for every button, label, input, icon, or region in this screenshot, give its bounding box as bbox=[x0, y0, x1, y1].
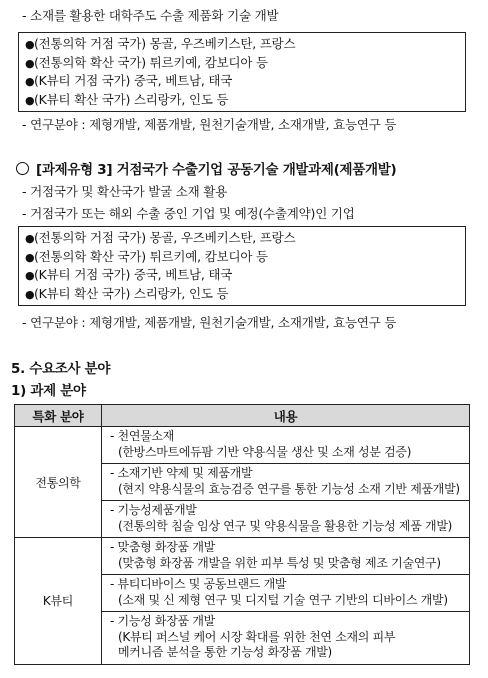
field-cell: K뷰티 bbox=[15, 538, 102, 665]
header-content: 내용 bbox=[102, 405, 470, 427]
bullet-icon: ● bbox=[25, 38, 35, 51]
item-desc: (K뷰티 퍼스널 케어 시장 확대를 위한 천연 소재의 피부 bbox=[118, 629, 396, 644]
item-cell bbox=[102, 538, 470, 575]
country-row: ●(K뷰티 거점 국가) 중국, 베트남, 태국 bbox=[25, 72, 465, 91]
table-row bbox=[15, 427, 470, 464]
item-desc: (전통의학 침술 임상 연구 및 약용식물을 활용한 기능성 제품 개발) bbox=[118, 518, 452, 533]
bullet-icon: ● bbox=[25, 75, 35, 88]
research-field-1: - 연구분야 : 제형개발, 제품개발, 원천기술개발, 소재개발, 효능연구 등 bbox=[22, 117, 397, 132]
bullet-icon: ● bbox=[25, 269, 35, 282]
item-title: - 뷰티디바이스 및 공동브랜드 개발 bbox=[110, 577, 287, 591]
item-title: - 기능성제품개발 bbox=[110, 503, 197, 517]
type3-line: - 거점국가 및 확산국가 발굴 소재 활용 bbox=[22, 184, 228, 199]
item-cell bbox=[102, 575, 470, 612]
item-cell bbox=[102, 464, 470, 501]
item-cell bbox=[102, 612, 470, 665]
country-row: ●(K뷰티 확산 국가) 스리랑카, 인도 등 bbox=[25, 91, 465, 110]
top-line: - 소재를 활용한 대학주도 수출 제품화 기술 개발 bbox=[22, 8, 279, 23]
item-cell bbox=[102, 427, 470, 464]
bullet-icon: ● bbox=[25, 93, 35, 107]
table-header-row bbox=[15, 405, 470, 427]
country-row: ●(전통의학 확산 국가) 튀르키예, 캄보디아 등 bbox=[25, 248, 465, 267]
country-row: ●(전통의학 확산 국가) 튀르키예, 캄보디아 등 bbox=[25, 54, 465, 73]
bullet-icon: ● bbox=[25, 56, 35, 70]
item-desc: (현지 약용식물의 효능검증 연구를 통한 기능성 소재 기반 제품개발) bbox=[118, 481, 460, 496]
item-desc: 메커니즘 분석을 통한 기능성 화장품 개발) bbox=[118, 645, 332, 659]
country-row: ●(전통의학 거점 국가) 몽골, 우즈베키스탄, 프랑스 bbox=[25, 229, 465, 248]
item-desc: (소재 및 신 제형 연구 및 디지털 기술 연구 기반의 디바이스 개발) bbox=[118, 592, 448, 607]
item-title: - 기능성 화장품 개발 bbox=[110, 614, 215, 628]
country-box-2 bbox=[18, 226, 466, 306]
country-row: ●(K뷰티 확산 국가) 스리랑카, 인도 등 bbox=[25, 285, 465, 304]
field-cell: 전통의학 bbox=[15, 427, 102, 538]
section-5-1-title: 1) 과제 분야 bbox=[11, 383, 86, 399]
item-desc: (한방스마트에듀팜 기반 약용식물 생산 및 소재 성분 검증) bbox=[118, 444, 412, 459]
country-row: ●(K뷰티 거점 국가) 중국, 베트남, 태국 bbox=[25, 266, 465, 285]
research-field-2: - 연구분야 : 제형개발, 제품개발, 원천기술개발, 소재개발, 효능연구 등 bbox=[22, 315, 397, 330]
item-title: - 천연물소재 bbox=[110, 429, 175, 443]
header-field: 특화 분야 bbox=[15, 405, 102, 427]
item-title: - 맞춤형 화장품 개발 bbox=[110, 540, 215, 554]
bullet-icon: ● bbox=[25, 232, 35, 245]
country-box-1 bbox=[18, 32, 466, 112]
type3-heading: [과제유형 3] 거점국가 수출기업 공동기술 개발과제(제품개발) bbox=[16, 158, 396, 178]
table-row bbox=[15, 538, 470, 575]
circle-icon bbox=[16, 162, 29, 175]
bullet-icon: ● bbox=[25, 287, 35, 301]
item-title: - 소재기반 약제 및 제품개발 bbox=[110, 466, 253, 480]
demand-table bbox=[14, 404, 470, 665]
item-cell bbox=[102, 501, 470, 538]
bullet-icon: ● bbox=[25, 250, 35, 264]
type3-line: - 거점국가 또는 해외 수출 중인 기업 및 예정(수출계약)인 기업 bbox=[22, 206, 355, 221]
item-desc: (맞춤형 화장품 개발을 위한 피부 특성 및 맞춤형 제조 기술연구) bbox=[118, 555, 441, 570]
section-5-title: 5. 수요조사 분야 bbox=[11, 361, 111, 377]
country-row: ●(전통의학 거점 국가) 몽골, 우즈베키스탄, 프랑스 bbox=[25, 35, 465, 54]
